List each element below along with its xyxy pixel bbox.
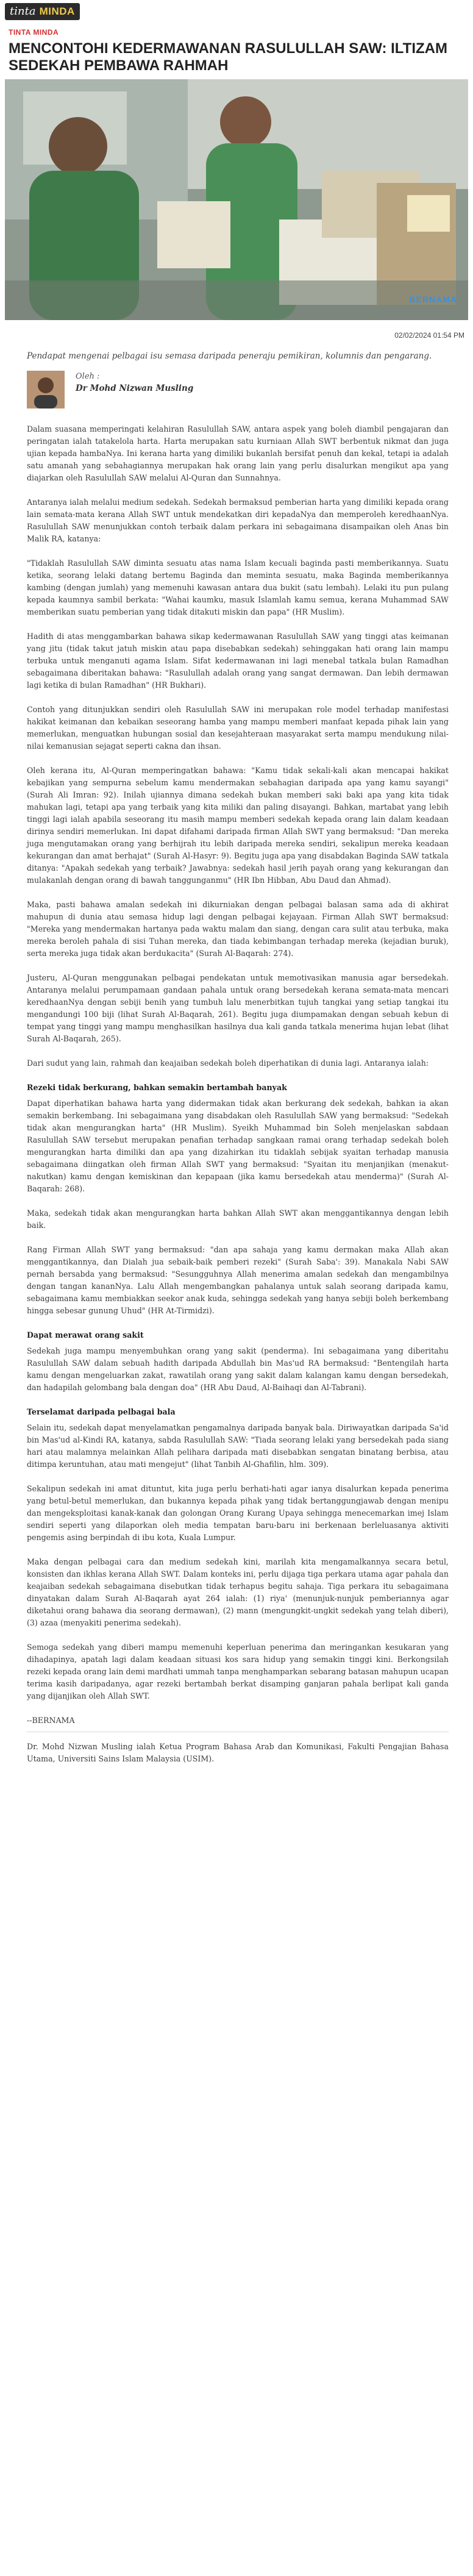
article-paragraph: Antaranya ialah melalui medium sedekah. Sedekah bermaksud pemberian harta yang dimiliki kepada orang lain semata-mata kerana Allah SWT untuk mendekatkan diri kepadaNya dan memperoleh keredhaanNya. Rasulullah SAW menunjukkan contoh terbaik dalam perkara ini sebagaimana disampaikan oleh Anas bin Malik RA, katanya: — [27, 498, 449, 543]
author-block — [0, 362, 473, 423]
article-paragraph: "Tidaklah Rasulullah SAW diminta sesuatu atas nama Islam kecuali baginda pasti memberikannya. Suatu ketika, seorang lelaki datang bertemu Baginda dan meminta sesuatu, maka Baginda memberikannya kambing (dengan jumlah) yang memenuhi kawasan antara dua bukit (satu lembah). Lelaki itu pun pulang kepada kaumnya sambil berkata: "Wahai kaumku, masuk Islamlah kamu semua, kerana Muhammad SAW memberikan suatu pemberian yang tidak ditakuti miskin dan papa" (HR Muslim). — [27, 558, 449, 616]
site-logo[interactable] — [5, 3, 80, 20]
hero-photo — [5, 79, 468, 320]
hero-photo-illustration — [5, 79, 468, 320]
logo-wordmark-tinta: tinta — [5, 3, 38, 20]
photo-credit: BERNAMA — [409, 294, 457, 304]
article-paragraph: Selain itu, sedekah dapat menyelamatkan pengamalnya daripada banyak bala. Diriwayatkan daripada Sa'id bin Mas'ud al-Kindi RA, katanya, sabda Rasulullah SAW: "Tiada seorang lelaki yang bersedekah pada siang hari atau malamnya melainkan Allah pelihara daripada mati disebabkan sengatan binatang berbisa, atau ditimpa keruntuhan, atau mati mengejut" (lihat Tanbih Al-Ghafilin, hlm. 309). — [27, 1423, 449, 1469]
article-paragraph: Contoh yang ditunjukkan sendiri oleh Rasulullah SAW ini merupakan role model terhadap manifestasi hakikat keimanan dan kebaikan seseorang hamba yang mampu memberi manfaat kepada pihak lain yang memerlukan, menguatkan hubungan sosial dan kesejahteraan masyarakat serta mampu mendukung nilai-nilai kemanusian sejagat seperti cakna dan ihsan. — [27, 705, 449, 751]
subheading: Terselamat daripada pelbagai bala — [27, 1407, 176, 1416]
author-label: Oleh : — [76, 372, 100, 381]
subheading: Dapat merawat orang sakit — [27, 1330, 144, 1340]
author-bio: Dr. Mohd Nizwan Musling ialah Ketua Program Bahasa Arab dan Komunikasi, Fakulti Pengajian Bahasa Utama, Universiti Sains Islam Malaysia (USIM). — [27, 1742, 449, 1763]
column-description: Pendapat mengenai pelbagai isu semasa daripada peneraju pemikiran, kolumnis dan pengarang. — [27, 351, 432, 361]
masthead — [0, 0, 473, 23]
article-paragraph: Maka, pasti bahawa amalan sedekah ini dikurniakan dengan pelbagai balasan sama ada di akhirat mahupun di dunia atau semasa hidup lagi dengan pelbagai kejayaan. Firman Allah SWT bermaksud: "Mereka yang mendermakan hartanya pada waktu malam dan siang, dengan cara sulit atau terbuka, maka mereka beroleh pahala di sisi Tuhan mereka, dan tiada kebimbangan terhadap mereka (kejadian buruk), serta mereka juga tidak akan berdukacita" (Surah Al-Baqarah: 274). — [27, 900, 449, 958]
article-paragraph: Dalam suasana memperingati kelahiran Rasulullah SAW, antara aspek yang boleh diambil pengajaran dan peringatan ialah tatakelola harta. Harta merupakan satu kurniaan Allah SWT berbentuk nikmat dan juga ujian kepada hambaNya. Ini kerana harta yang dimiliki bukanlah bersifat penuh dan kekal, tetapi ia adalah satu amanah yang sebahagiannya merupakan hak orang lain yang perlu disalurkan mengikut apa yang diajarkan oleh Rasulullah SAW melalui Al-Quran dan Sunnahnya. — [27, 424, 449, 482]
section-label[interactable]: TINTA MINDA — [9, 28, 59, 37]
publish-date: 02/02/2024 01:54 PM — [394, 331, 464, 340]
article-paragraph: Oleh kerana itu, Al-Quran memperingatkan bahawa: "Kamu tidak sekali-kali akan mencapai hakikat kebajikan yang sempurna sebelum kamu mendermakan sebahagian daripada apa yang kamu sayangi" (Surah Ali Imran: 92). Inilah ujiannya dimana sedekah bukan memberi saki baki apa yang kita tidak mahukan lagi, tetapi apa yang terbaik yang kita miliki dan paling disayangi. Bahkan, martabat yang lebih tinggi lagi ialah apabila seseorang itu masih mampu memberi sedekah kepada orang lain dalam keadaan dirinya sendiri memerlukan. Ini dapat difahami daripada firman Allah SWT yang bermaksud: "Dan mereka juga mengutamakan orang yang berhijrah itu lebih daripada mereka sendiri, sekalipun mereka keadaan kekurangan dan amat berhajat" (Surah Al-Hasyr: 9). Begitu juga apa yang disabdakan Baginda SAW tatkala ditanya: "Apakah sedekah yang terbaik? Jawabnya: sedekah hasil jerih payah orang yang kekurangan dan mulakanlah dengan orang di bawah tanggunganmu" (HR Ibn Hibban, Abu Daud dan Ahmad). — [27, 766, 449, 885]
author-avatar — [27, 371, 65, 409]
article-paragraph: Sedekah juga mampu menyembuhkan orang yang sakit (penderma). Ini sebagaimana yang diberitahu Rasulullah SAW dalam sebuah hadith daripada Abdullah bin Mas'ud RA bermaksud: "Bentengilah harta kamu dengan mengeluarkan zakat, rawatilah orang yang sakit dalam kalangan kamu dengan bersedekah, dan hadapilah gelombang bala dengan doa" (HR Abu Daud, Al-Baihaqi dan Al-Tabrani). — [27, 1346, 449, 1392]
article-paragraph: Maka dengan pelbagai cara dan medium sedekah kini, marilah kita mengamalkannya secara betul, konsisten dan ikhlas kerana Allah SWT. Dalam konteks ini, perlu dijaga tiga perkara utama agar pahala dan keajaiban sedekah sebagaimana disebutkan tidak terhapus begitu sahaja. Tiga perkara itu sebagaimana dinyatakan dalam Surah Al-Baqarah ayat 264 ialah: (1) riya' (menunjuk-nunjuk pemberiannya agar diketahui orang bahawa dia seorang dermawan), (2) mann (mengungkit-ungkit sedekah yang telah diberi), (3) azaa (menyakiti penerima sedekah). — [27, 1557, 449, 1627]
article-paragraph: Semoga sedekah yang diberi mampu memenuhi keperluan penerima dan meringankan kesukaran yang dihadapinya, apatah lagi dalam keadaan situasi kos sara hidup yang semakin tinggi kini. Berkongsilah rezeki kepada orang lain demi mardhati ummah tanpa menghamparkan sebarang batasan mahupun ucapan terima kasih daripadanya, agar rezeki bertambah berkat disamping ganjaran pahala berlipat kali ganda yang dijanjikan oleh Allah SWT. — [27, 1643, 449, 1700]
article-paragraph: Rang Firman Allah SWT yang bermaksud: "dan apa sahaja yang kamu dermakan maka Allah akan menggantikannya, dan Dialah jua sebaik-baik pemberi rezeki" (Surah Saba': 39). Manakala Nabi SAW pernah bersabda yang bermaksud: "Sesungguhnya Allah menerima amalan sedekah dan mengambilnya dengan tangan kananNya. Lalu Allah mengembangkan pahalanya untuk salah seorang daripada kamu, sebagaimana kamu membiakkan seekor anak kuda, sehingga sedekah yang hanya sebiji boleh berkembang hingga sebesar gunung Uhud" (HR At-Tirmidzi). — [27, 1245, 449, 1315]
logo-wordmark-minda: MINDA — [38, 3, 80, 20]
article-body — [0, 423, 473, 1765]
author-name[interactable]: Dr Mohd Nizwan Musling — [76, 384, 194, 393]
article-paragraph: Maka, sedekah tidak akan mengurangkan harta bahkan Allah SWT akan menggantikannya dengan lebih baik. — [27, 1208, 449, 1230]
subheading: Rezeki tidak berkurang, bahkan semakin bertambah banyak — [27, 1083, 287, 1092]
article-paragraph: Dari sudut yang lain, rahmah dan keajaiban sedekah boleh diperhatikan di dunia lagi. Antaranya ialah: — [27, 1058, 429, 1068]
signoff: --BERNAMA — [27, 1716, 75, 1725]
article-paragraph: Justeru, Al-Quran menggunakan pelbagai pendekatan untuk memotivasikan manusia agar bersedekah. Antaranya melalui perumpamaan gandaan pahala untuk orang bersedekah kerana semata-mata mencari keredhaanNya dengan sebiji benih yang tumbuh lalu menerbitkan tujuh tangkai yang setiap tangkai itu mengandungi 100 biji (lihat Surah Al-Baqarah, 261). Begitu juga diumpamakan dengan sebuah kebun di tempat yang tinggi yang mampu menghasilkan hasilnya dua kali ganda tatkala menerima hujan lebat (lihat Surah Al-Baqarah, 265). — [27, 973, 449, 1043]
article-headline: MENCONTOHI KEDERMAWANAN RASULULLAH SAW: ILTIZAM SEDEKAH PEMBAWA RAHMAH — [9, 40, 447, 74]
article-paragraph: Hadith di atas menggambarkan bahawa sikap kedermawanan Rasulullah SAW yang tinggi atas keimanan yang jitu (tidak takut jatuh miskin atau papa disebabkan sedekah) sehinggakan hati orang lain mampu terbuka untuk menganuti agama Islam. Sifat kedermawanan ini lagi menebal tatkala bulan Ramadhan sebagaimana diberitakan bahawa: "Rasulullah adalah orang yang sangat dermawan. Dan lebih dermawan lagi ketika di bulan Ramadhan" (HR Bukhari). — [27, 632, 449, 690]
article-paragraph: Sekalipun sedekah ini amat dituntut, kita juga perlu berhati-hati agar ianya disalurkan kepada penerima yang betul-betul memerlukan, dan bukannya kepada pihak yang tidak bertanggungjawab dengan menipu dan mengeksploitasi kanak-kanak dan golongan Orang Kurang Upaya sehingga menecemarkan imej Islam sendiri seperti yang dilaporkan oleh media tempatan baru-baru ini berkenaan berleluasanya aktiviti pengemis asing berpindah di ibu kota, Kuala Lumpur. — [27, 1484, 449, 1542]
author-avatar-icon — [27, 371, 65, 409]
article-paragraph: Dapat diperhatikan bahawa harta yang didermakan tidak akan berkurang dek sedekah, bahkan ia akan semakin berkembang. Ini sebagaimana yang disabdakan oleh Rasulullah SAW yang bermaksud: "Sedekah tidak akan mengurangkan harta" (HR Muslim). Syeikh Muhammad bin Soleh menjelaskan sabdaan Rasulullah SAW tersebut merupakan penafian terhadap sangkaan ramai orang terhadap sedekah boleh mengurangkan harta dimiliki dan apa yang dizahirkan itu tidaklah sebijak syaitan terhadap manusia sebagaimana diingatkan oleh firman Allah SWT yang bermaksud: "Syaitan itu menjanjikan (menakut-nakutkan) kamu dengan kemiskinan dan kepapaan (jika kamu bersedekah atau menderma)" (Surah Al-Baqarah: 268). — [27, 1099, 449, 1193]
